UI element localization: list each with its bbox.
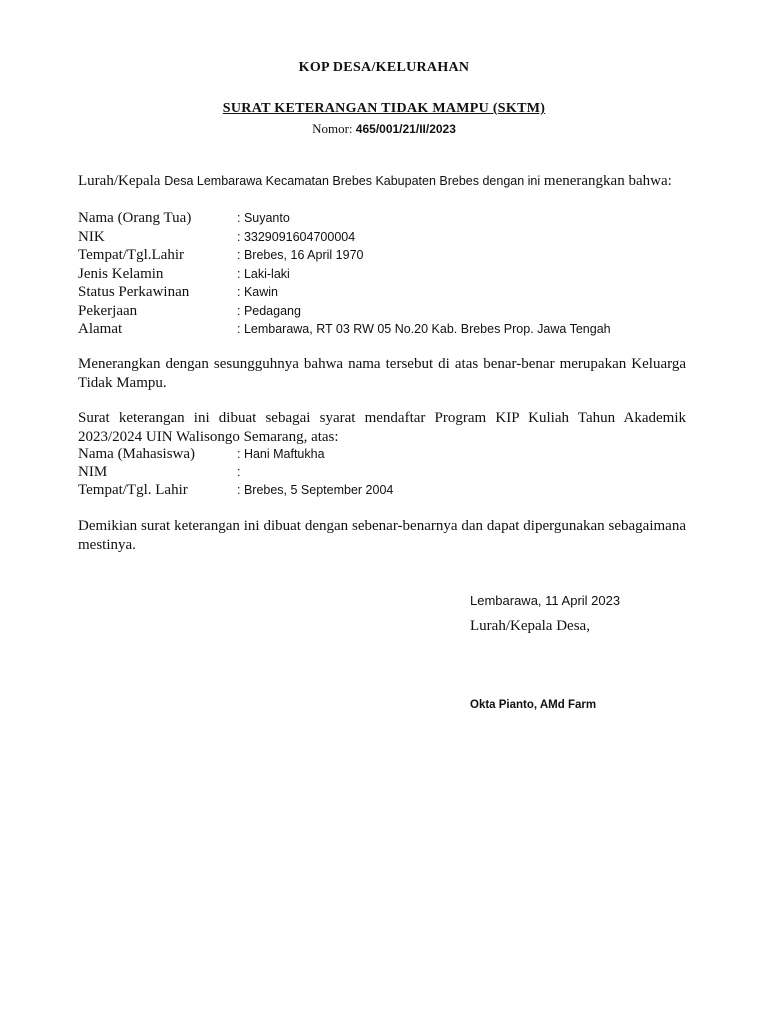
field-label: Tempat/Tgl. Lahir: [78, 482, 188, 498]
signer-name: Okta Pianto, AMd Farm: [470, 699, 597, 711]
field-label: Tempat/Tgl.Lahir: [78, 247, 184, 263]
place-date: Lembarawa, 11 April 2023: [470, 593, 621, 608]
field-label: Pekerjaan: [78, 302, 138, 319]
field-value: : Hani Maftukha: [237, 447, 325, 461]
signer-position: Lurah/Kepala Desa,: [470, 618, 590, 634]
field-label: NIK: [78, 228, 105, 245]
letterhead: KOP DESA/KELURAHAN: [298, 60, 470, 75]
field-value: : Kawin: [237, 285, 278, 299]
field-value: : Laki-laki: [237, 266, 290, 281]
field-value: : Suyanto: [237, 211, 290, 225]
document-title: SURAT KETERANGAN TIDAK MAMPU (SKTM): [222, 101, 546, 116]
field-label: NIM: [78, 464, 108, 480]
field-label: Jenis Kelamin: [78, 265, 164, 282]
field-value: : 3329091604700004: [237, 229, 356, 244]
intro-tail: menerangkan bahwa:: [543, 173, 672, 189]
intro-body: Desa Lembarawa Kecamatan Brebes Kabupaten Brebes dengan ini: [164, 174, 541, 188]
intro-paragraph: [78, 172, 686, 191]
field-value: : Brebes, 16 April 1970: [237, 248, 364, 262]
field-label: Nama (Mahasiswa): [78, 446, 196, 462]
number-label: Nomor:: [312, 121, 353, 136]
field-value: : Brebes, 5 September 2004: [237, 483, 394, 497]
field-label: Status Perkawinan: [78, 284, 190, 300]
document-number: [0, 121, 768, 137]
field-value: : Lembarawa, RT 03 RW 05 No.20 Kab. Brebes Prop. Jawa Tengah: [237, 322, 611, 336]
intro-lead: Lurah/Kepala: [78, 173, 161, 189]
closing-paragraph: Demikian surat keterangan ini dibuat dengan sebenar-benarnya dan dapat dipergunakan sebagaimana mestinya.: [78, 518, 686, 553]
field-value: :: [237, 465, 241, 479]
purpose-paragraph: Surat keterangan ini dibuat sebagai syarat mendaftar Program KIP Kuliah Tahun Akademik 2023/2024 UIN Walisongo Semarang, atas:: [78, 410, 686, 445]
field-label: Alamat: [78, 321, 123, 337]
field-label: Nama (Orang Tua): [78, 210, 192, 226]
statement-paragraph: Menerangkan dengan sesungguhnya bahwa nama tersebut di atas benar-benar merupakan Keluarga Tidak Mampu.: [78, 356, 686, 391]
number-value: 465/001/21/II/2023: [355, 122, 456, 136]
field-value: : Pedagang: [237, 303, 301, 318]
